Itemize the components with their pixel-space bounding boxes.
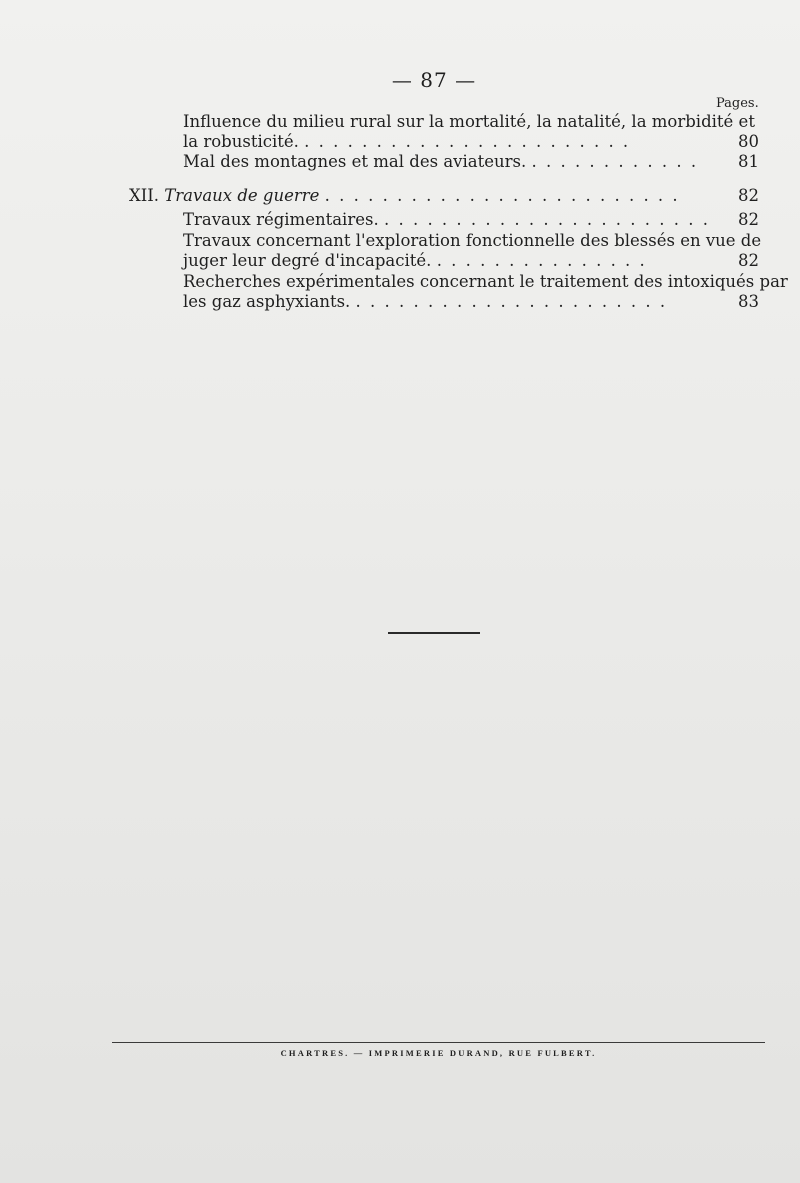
entry-text-line: Recherches expérimentales concernant le traitement des intoxiqués par: [183, 272, 788, 291]
leader-dots: . . . . . . . . . . . . . . . . . . . . . . .: [304, 132, 631, 151]
page-number: — 87 —: [391, 68, 477, 92]
leader-dots: . . . . . . . . . . . . . . . . . . . . . .: [355, 292, 668, 311]
leader-dots: . . . . . . . . . . . . . . .: [436, 251, 647, 270]
entry-text-line: juger leur degré d'incapacité.: [183, 251, 432, 270]
entry-text-line: Travaux régimentaires.: [183, 210, 379, 229]
printer-imprint: CHARTRES. — IMPRIMERIE DURAND, RUE FULBERT.: [280, 1048, 597, 1058]
page-ref: 82: [738, 251, 759, 270]
leader-dots: . . . . . . . . . . . .: [531, 152, 699, 171]
toc-entry-rural-influence: [183, 112, 755, 132]
section-divider-rule: [388, 632, 480, 634]
entry-text-line: Influence du milieu rural sur la mortalité, la natalité, la morbidité et: [183, 112, 755, 131]
page-ref: 81: [738, 152, 759, 171]
toc-entry-experimental-research: [183, 272, 788, 292]
toc-entry-functional-exploration: [183, 231, 761, 251]
page-ref: 80: [738, 132, 759, 151]
page-ref: 82: [738, 186, 759, 205]
section-title: Travaux de guerre: [164, 186, 320, 205]
entry-text-line: Travaux concernant l'exploration fonctionnelle des blessés en vue de: [183, 231, 762, 250]
pages-column-label: Pages.: [716, 96, 759, 111]
entry-text-line: la robusticité.: [183, 132, 299, 151]
toc-entry-rural-influence-cont: [183, 132, 630, 152]
entry-text-line: les gaz asphyxiants.: [183, 292, 351, 311]
leader-dots: . . . . . . . . . . . . . . . . . . . . . . . . .: [324, 186, 680, 205]
toc-entry-experimental-research-cont: [183, 292, 667, 312]
toc-entry-mountain-sickness: [183, 152, 698, 172]
toc-entry-functional-exploration-cont: [183, 251, 647, 271]
entry-text-line: Mal des montagnes et mal des aviateurs.: [183, 152, 527, 171]
page-ref: 82: [738, 210, 759, 229]
section-numeral: XII.: [129, 186, 160, 205]
page-ref: 83: [738, 292, 759, 311]
leader-dots: . . . . . . . . . . . . . . . . . . . . . . .: [383, 210, 710, 229]
footer-rule: [112, 1042, 765, 1043]
toc-entry-regimental-works: [183, 210, 710, 230]
toc-section-xii: [129, 186, 680, 206]
